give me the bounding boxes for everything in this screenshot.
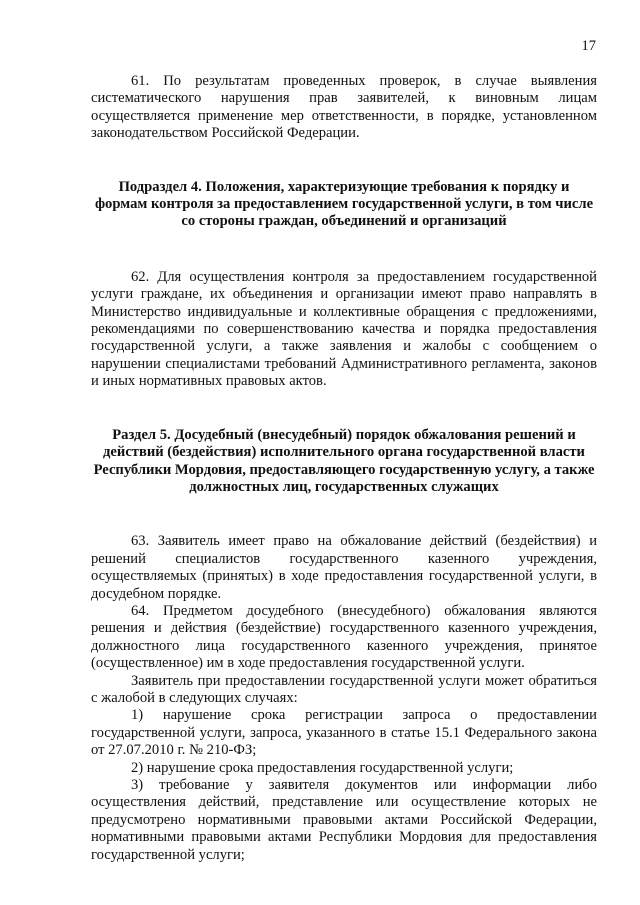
paragraph-62: 62. Для осуществления контроля за предоставлением государственной услуги граждане, их объединения и организации имеют право направлять в Министерство индивидуальные и коллективные обращения с предложениями, рекомендациями по совершенствованию качества и порядка предоставления государственной услуги, а также заявления и жалобы с сообщением о нарушении специалистами требований Административного регламента, законов и иных нормативных правовых актов. bbox=[91, 268, 597, 390]
list-item-2: 2) нарушение срока предоставления государственной услуги; bbox=[131, 759, 514, 776]
paragraph-complaint-intro: Заявитель при предоставлении государственной услуги может обратиться с жалобой в следующих случаях: bbox=[91, 672, 597, 706]
page-number: 17 bbox=[581, 38, 596, 54]
paragraph-63: 63. Заявитель имеет право на обжалование действий (бездействия) и решений специалистов государственного казенного учреждения, осуществляемых (принятых) в ходе предоставления государственной услуги, в досудебном порядке. bbox=[91, 533, 597, 602]
list-item-1: 1) нарушение срока регистрации запроса о предоставлении государственной услуги, запроса, указанного в статье 15.1 Федерального закона от 27.07.2010 г. № 210-ФЗ; bbox=[91, 707, 597, 759]
paragraph-61: 61. По результатам проведенных проверок, в случае выявления систематического нарушения прав заявителей, к виновным лицам осуществляется применение мер ответственности, в порядке, установленном законодательством Российской Федерации. bbox=[91, 73, 597, 142]
paragraph-64: 64. Предметом досудебного (внесудебного) обжалования являются решения и действия (бездействие) государственного казенного учреждения, должностного лица государственного казенного учреждения, принятое (осуществленное) им в ходе предоставления государственной услуги. bbox=[91, 602, 597, 672]
document-body bbox=[91, 73, 597, 864]
subsection-4-heading: Подраздел 4. Положения, характеризующие требования к порядку и формам контроля за предоставлением государственной услуги, в том числе со стороны граждан, объединений и организаций bbox=[94, 178, 594, 230]
list-item-3: 3) требование у заявителя документов или информации либо осуществления действий, представление или осуществление которых не предусмотрено нормативными правовыми актами Российской Федерации, нормативными правовыми актами Республики Мордовия для предоставления государственной услуги; bbox=[91, 777, 597, 863]
section-5-heading: Раздел 5. Досудебный (внесудебный) порядок обжалования решений и действий (бездействия) исполнительного органа государственной власти Республики Мордовия, предоставляющего государственную услугу, а также должностных лиц, государственных служащих bbox=[93, 426, 595, 495]
